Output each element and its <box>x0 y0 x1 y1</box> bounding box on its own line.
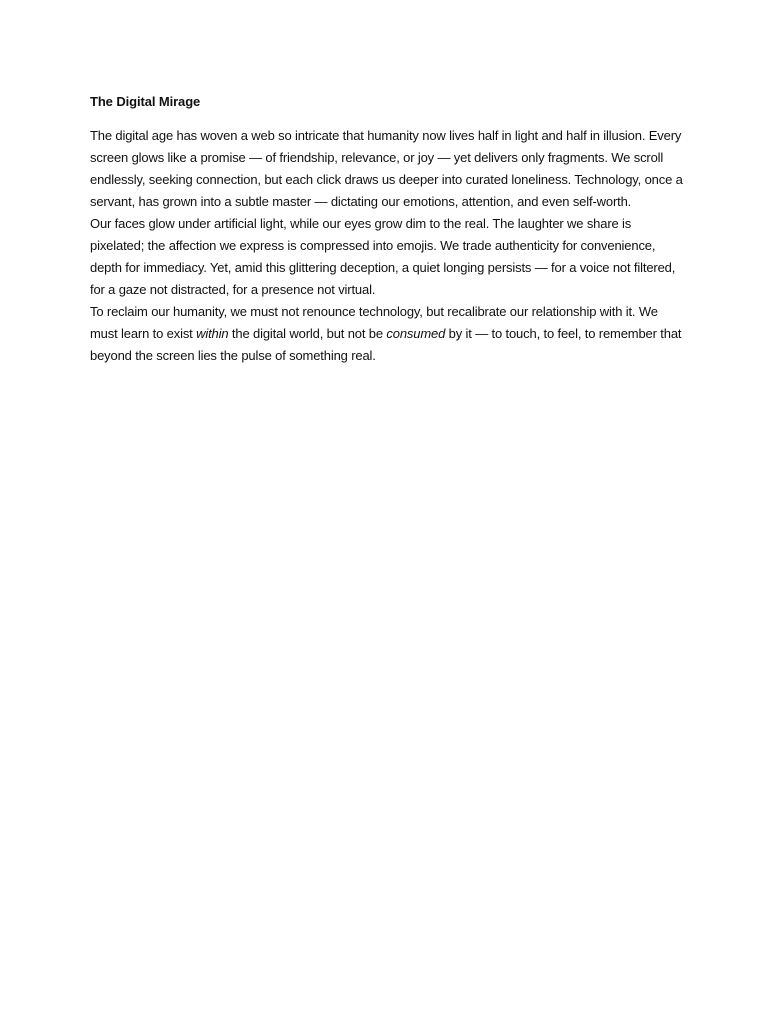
paragraph-1: The digital age has woven a web so intricate that humanity now lives half in light and half in illusion. Every screen glows like a promise — of friendship, relevance, or joy — yet delivers only fragments. We scroll endlessly, seeking connection, but each click draws us deeper into curated loneliness. Technology, once a servant, has grown into a subtle master — dictating our emotions, attention, and even self-worth. <box>90 128 683 209</box>
document-page <box>90 93 684 367</box>
paragraph-3 <box>90 301 684 367</box>
paragraph-2: Our faces glow under artificial light, while our eyes grow dim to the real. The laughter we share is pixelated; the affection we express is compressed into emojis. We trade authenticity for convenience, depth for immediacy. Yet, amid this glittering deception, a quiet longing persists — for a voice not filtered, for a gaze not distracted, for a presence not virtual. <box>90 216 676 297</box>
document-title: The Digital Mirage <box>90 94 201 109</box>
emphasis-consumed: consumed <box>386 326 446 341</box>
paragraph-3-text-2: the digital world, but not be <box>228 326 387 341</box>
paragraph-3-text-3: by it — to touch, to feel, to remember that beyond the screen lies the pulse of something real. <box>90 326 682 363</box>
emphasis-within: within <box>196 326 229 341</box>
paragraph-3-text-1: To reclaim our humanity, we must not renounce technology, but recalibrate our relationship with it. We must learn to exist <box>90 304 658 341</box>
